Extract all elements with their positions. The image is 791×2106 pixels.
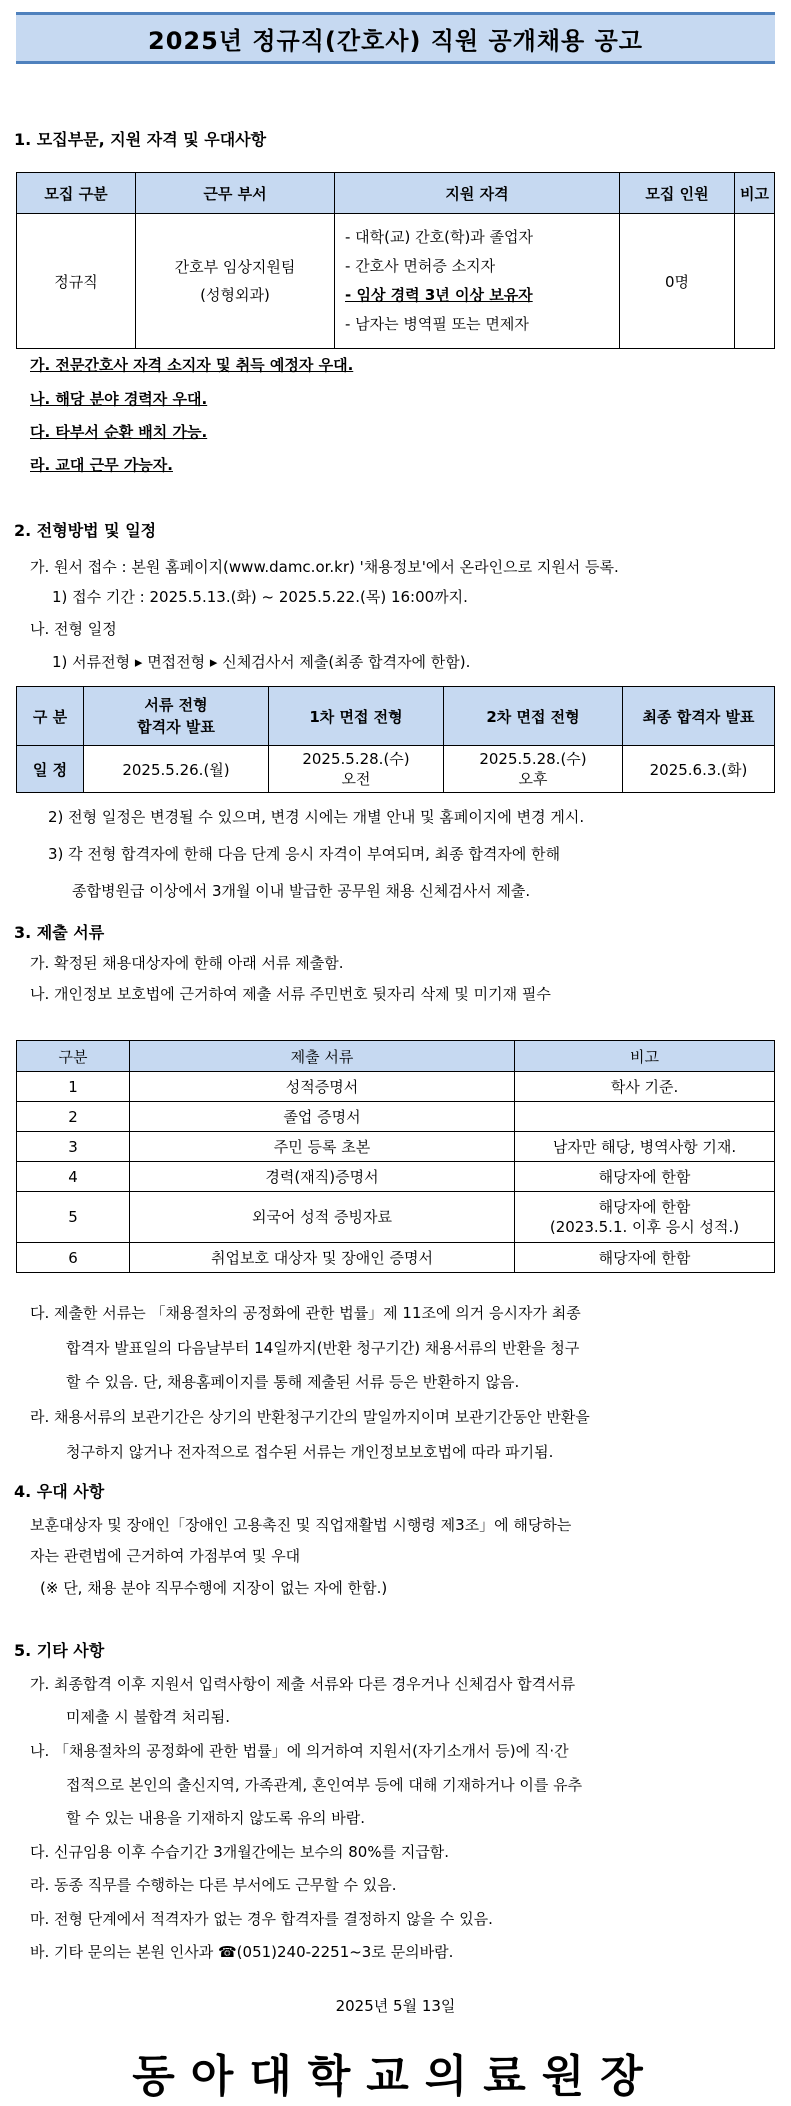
pref-item: 라. 교대 근무 가능자. — [30, 456, 173, 474]
schedule-header: 2차 면접 전형 — [444, 687, 623, 746]
s2-note: 종합병원급 이상에서 3개월 이내 발급한 공무원 채용 신체검사서 제출. — [72, 882, 531, 900]
section-2-heading: 2. 전형방법 및 일정 — [14, 521, 157, 540]
qual-item: - 남자는 병역필 또는 면제자 — [345, 315, 529, 333]
doc-note: 해당자에 한함 — [515, 1243, 775, 1273]
s3-line: 가. 확정된 채용대상자에 한해 아래 서류 제출함. — [30, 954, 344, 972]
recruit-dept — [136, 214, 335, 349]
issuer-signature: 동아대학교의료원장 — [132, 2051, 659, 2102]
qual-item: - 간호사 면허증 소지자 — [345, 257, 496, 275]
s5-line: 나. 「채용절차의 공정화에 관한 법률」에 의거하여 지원서(자기소개서 등)에 직·간 — [30, 1742, 569, 1760]
documents-table — [16, 1040, 775, 1273]
doc-no: 1 — [17, 1072, 130, 1102]
s5-line: 다. 신규임용 이후 수습기간 3개월간에는 보수의 80%를 지급함. — [30, 1843, 450, 1861]
recruit-dept-line2: (성형외과) — [200, 286, 270, 304]
docs-header: 구분 — [17, 1041, 130, 1072]
s3-para: 합격자 발표일의 다음날부터 14일까지(반환 청구기간) 채용서류의 반환을 청구 — [66, 1339, 580, 1357]
schedule-cell-time: 오후 — [518, 770, 548, 788]
s5-line: 마. 전형 단계에서 적격자가 없는 경우 합격자를 결정하지 않을 수 있음. — [30, 1910, 493, 1928]
pref-item: 가. 전문간호사 자격 소지자 및 취득 예정자 우대. — [30, 356, 354, 374]
doc-note — [515, 1192, 775, 1243]
schedule-header-line1: 서류 전형 — [144, 696, 208, 714]
doc-no: 2 — [17, 1102, 130, 1132]
schedule-header: 최종 합격자 발표 — [623, 687, 775, 746]
s2-line: 1) 서류전형 ▸ 면접전형 ▸ 신체검사서 제출(최종 합격자에 한함). — [52, 653, 471, 671]
s4-line: 보훈대상자 및 장애인「장애인 고용촉진 및 직업재활법 시행령 제3조」에 해당하는 — [30, 1516, 572, 1534]
doc-note-line2: (2023.5.1. 이후 응시 성적.) — [549, 1218, 740, 1236]
docs-header: 제출 서류 — [130, 1041, 515, 1072]
recruit-header-count: 모집 인원 — [620, 173, 735, 214]
recruit-dept-line1: 간호부 임상지원팀 — [174, 258, 296, 276]
schedule-header: 구 분 — [17, 687, 84, 746]
schedule-table — [16, 686, 775, 793]
title-banner — [16, 12, 775, 64]
doc-no: 5 — [17, 1192, 130, 1243]
table-row — [17, 1072, 775, 1102]
schedule-row-label: 일 정 — [17, 746, 84, 793]
doc-name: 졸업 증명서 — [130, 1102, 515, 1132]
recruit-table — [16, 172, 775, 349]
pref-item: 나. 해당 분야 경력자 우대. — [30, 390, 208, 408]
recruit-header-type: 모집 구분 — [17, 173, 136, 214]
section-3-heading: 3. 제출 서류 — [14, 923, 105, 942]
recruit-type: 정규직 — [17, 214, 136, 349]
section-1-heading: 1. 모집부문, 지원 자격 및 우대사항 — [14, 130, 267, 149]
doc-name: 경력(재직)증명서 — [130, 1162, 515, 1192]
s3-para: 할 수 있음. 단, 채용홈페이지를 통해 제출된 서류 등은 반환하지 않음. — [66, 1373, 520, 1391]
recruit-note — [735, 214, 775, 349]
doc-name: 성적증명서 — [130, 1072, 515, 1102]
recruit-header-dept: 근무 부서 — [136, 173, 335, 214]
recruit-count: 0명 — [620, 214, 735, 349]
table-row — [17, 1162, 775, 1192]
s5-line: 미제출 시 불합격 처리됨. — [66, 1708, 230, 1726]
table-row — [17, 1132, 775, 1162]
doc-name: 주민 등록 초본 — [130, 1132, 515, 1162]
schedule-header-line2: 합격자 발표 — [137, 718, 215, 736]
s4-line: (※ 단, 채용 분야 직무수행에 지장이 없는 자에 한함.) — [40, 1579, 388, 1597]
docs-header: 비고 — [515, 1041, 775, 1072]
schedule-cell: 2025.6.3.(화) — [623, 746, 775, 793]
notice-date: 2025년 5월 13일 — [335, 1997, 456, 2015]
doc-no: 6 — [17, 1243, 130, 1273]
table-row — [17, 1192, 775, 1243]
s3-para: 청구하지 않거나 전자적으로 접수된 서류는 개인정보보호법에 따라 파기됨. — [66, 1443, 554, 1461]
section-4-heading: 4. 우대 사항 — [14, 1482, 105, 1501]
section-5-heading: 5. 기타 사항 — [14, 1641, 105, 1660]
s5-line: 바. 기타 문의는 본원 인사과 ☎(051)240-2251~3로 문의바람. — [30, 1943, 454, 1961]
schedule-cell-time: 오전 — [341, 770, 371, 788]
schedule-header: 1차 면접 전형 — [269, 687, 444, 746]
qual-item: - 임상 경력 3년 이상 보유자 — [345, 286, 533, 304]
s2-note: 2) 전형 일정은 변경될 수 있으며, 변경 시에는 개별 안내 및 홈페이지에 변경 게시. — [48, 808, 585, 826]
recruit-header-quals: 지원 자격 — [335, 173, 620, 214]
schedule-cell: 2025.5.26.(월) — [84, 746, 269, 793]
schedule-header — [84, 687, 269, 746]
pref-item: 다. 타부서 순환 배치 가능. — [30, 423, 208, 441]
schedule-cell — [444, 746, 623, 793]
doc-name: 외국어 성적 증빙자료 — [130, 1192, 515, 1243]
s5-line: 접적으로 본인의 출신지역, 가족관계, 혼인여부 등에 대해 기재하거나 이를 유추 — [66, 1776, 583, 1794]
doc-no: 3 — [17, 1132, 130, 1162]
doc-note — [515, 1102, 775, 1132]
recruit-header-note: 비고 — [735, 173, 775, 214]
s2-note: 3) 각 전형 합격자에 한해 다음 단계 응시 자격이 부여되며, 최종 합격자에 한해 — [48, 845, 561, 863]
doc-note: 해당자에 한함 — [515, 1162, 775, 1192]
doc-note-line1: 해당자에 한함 — [598, 1198, 691, 1216]
table-row — [17, 1102, 775, 1132]
s3-para: 다. 제출한 서류는 「채용절차의 공정화에 관한 법률」제 11조에 의거 응시자가 최종 — [30, 1304, 581, 1322]
s5-line: 라. 동종 직무를 수행하는 다른 부서에도 근무할 수 있음. — [30, 1876, 397, 1894]
schedule-cell-date: 2025.5.28.(수) — [479, 750, 587, 768]
s2-line: 나. 전형 일정 — [30, 620, 117, 638]
s5-line: 가. 최종합격 이후 지원서 입력사항이 제출 서류와 다른 경우거나 신체검사 합격서류 — [30, 1675, 576, 1693]
recruit-quals — [335, 214, 620, 349]
s3-line: 나. 개인정보 보호법에 근거하여 제출 서류 주민번호 뒷자리 삭제 및 미기재 필수 — [30, 985, 551, 1003]
schedule-cell — [269, 746, 444, 793]
qual-item: - 대학(교) 간호(학)과 졸업자 — [345, 228, 534, 246]
doc-note: 학사 기준. — [515, 1072, 775, 1102]
s3-para: 라. 채용서류의 보관기간은 상기의 반환청구기간의 말일까지이며 보관기간동안 반환을 — [30, 1408, 590, 1426]
doc-note: 남자만 해당, 병역사항 기재. — [515, 1132, 775, 1162]
doc-no: 4 — [17, 1162, 130, 1192]
s4-line: 자는 관련법에 근거하여 가점부여 및 우대 — [30, 1547, 301, 1565]
table-row — [17, 1243, 775, 1273]
s2-line: 1) 접수 기간 : 2025.5.13.(화) ~ 2025.5.22.(목) 16:00까지. — [52, 588, 468, 606]
s2-line: 가. 원서 접수 : 본원 홈페이지(www.damc.or.kr) '채용정보'에서 온라인으로 지원서 등록. — [30, 558, 619, 576]
s5-line: 할 수 있는 내용을 기재하지 않도록 유의 바람. — [66, 1809, 365, 1827]
schedule-cell-date: 2025.5.28.(수) — [302, 750, 410, 768]
doc-name: 취업보호 대상자 및 장애인 증명서 — [130, 1243, 515, 1273]
page-title: 2025년 정규직(간호사) 직원 공개채용 공고 — [148, 26, 643, 55]
